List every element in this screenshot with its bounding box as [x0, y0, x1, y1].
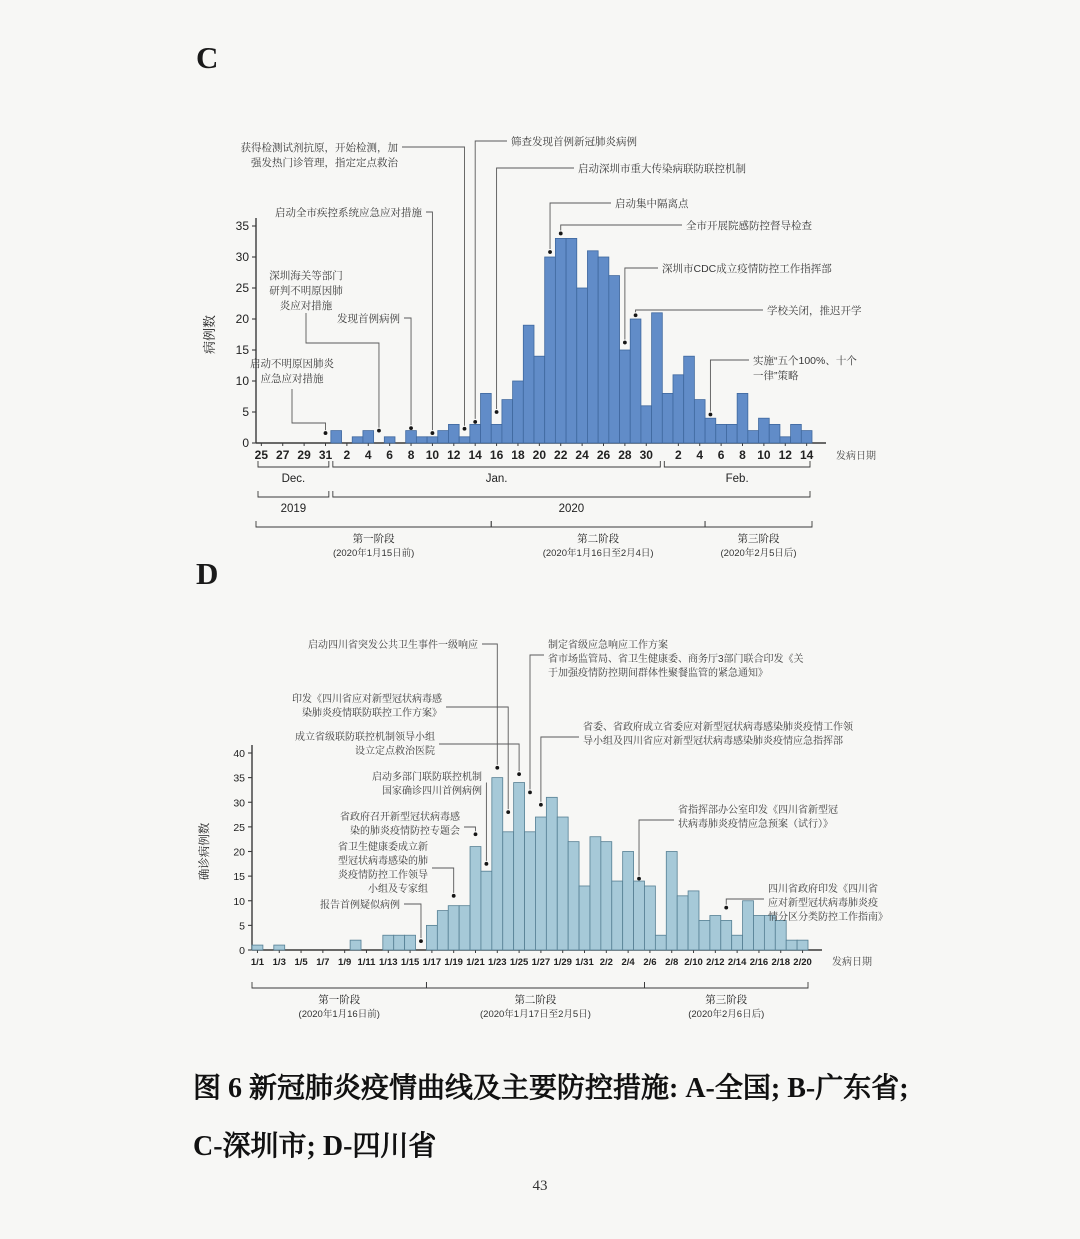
- annotation-text: 印发《四川省应对新型冠状病毒感: [292, 694, 442, 705]
- svg-text:6: 6: [386, 448, 393, 462]
- annotation-text: 设立定点救治医院: [355, 746, 435, 757]
- bar: [438, 431, 449, 443]
- annotation-text: 国家确诊四川首例病例: [382, 786, 482, 797]
- svg-text:1/25: 1/25: [509, 957, 529, 968]
- svg-text:1/21: 1/21: [466, 957, 485, 968]
- svg-text:31: 31: [318, 448, 333, 462]
- bar: [630, 319, 641, 443]
- bar: [568, 842, 579, 950]
- bar: [666, 852, 677, 951]
- svg-text:30: 30: [639, 448, 653, 462]
- bar: [427, 437, 438, 443]
- svg-text:20: 20: [532, 448, 547, 462]
- bar: [612, 881, 623, 950]
- year-bracket: [258, 491, 329, 497]
- bar: [383, 935, 394, 950]
- bar: [514, 783, 525, 950]
- annotation-marker-dot: [463, 427, 467, 431]
- annotation-marker-dot: [324, 431, 328, 435]
- annotation-text: 省卫生健康委成立新: [338, 842, 428, 853]
- svg-text:2: 2: [343, 448, 351, 462]
- bar: [732, 935, 743, 950]
- bar: [673, 375, 684, 443]
- svg-text:20: 20: [235, 312, 249, 326]
- bar: [769, 424, 780, 443]
- bar: [688, 891, 699, 950]
- annotation-text: 深圳市CDC成立疫情防控工作指挥部: [662, 263, 832, 275]
- annotation-text: 制定省级应急响应工作方案: [548, 640, 668, 651]
- svg-text:10: 10: [233, 895, 245, 908]
- bar: [525, 832, 536, 950]
- y-axis-ticks: [236, 219, 256, 450]
- svg-text:1/27: 1/27: [531, 957, 551, 968]
- svg-text:8: 8: [407, 448, 415, 462]
- svg-text:Jan.: Jan.: [485, 473, 508, 485]
- annotation: [250, 357, 334, 435]
- bar: [492, 778, 503, 950]
- bar: [791, 424, 802, 443]
- panel-c-chart: [170, 115, 880, 567]
- annotation-marker-dot: [409, 426, 413, 430]
- annotation-text: 筛查发现首例新冠肺炎病例: [511, 136, 637, 148]
- bar: [470, 424, 481, 443]
- bars: [252, 778, 808, 950]
- bar: [598, 257, 609, 443]
- y-axis-ticks: [233, 748, 252, 957]
- annotation-text: 省政府召开新型冠状病毒感: [340, 812, 460, 823]
- svg-text:1/5: 1/5: [294, 957, 308, 968]
- annotation-marker-dot: [724, 906, 728, 910]
- svg-text:Dec.: Dec.: [281, 473, 306, 485]
- annotation-marker-dot: [431, 431, 435, 435]
- annotation-text: 研判不明原因肺: [269, 285, 343, 297]
- svg-text:2/20: 2/20: [793, 957, 812, 968]
- bar: [416, 437, 427, 443]
- svg-text:2: 2: [675, 448, 682, 462]
- annotation-leader-line: [404, 904, 421, 938]
- annotation-text: 于加强疫情防控期间群体性聚餐监管的紧急通知》: [548, 668, 768, 679]
- annotation-marker-dot: [452, 894, 456, 898]
- annotation-marker-dot: [548, 250, 552, 254]
- annotation-marker-dot: [419, 939, 423, 943]
- stage-bracket: [256, 521, 491, 527]
- bar: [634, 881, 645, 950]
- annotation-marker-dot: [473, 420, 477, 424]
- x-axis-ticks: [255, 443, 876, 462]
- svg-text:1/19: 1/19: [444, 957, 463, 968]
- svg-text:0: 0: [242, 436, 249, 450]
- year-bracket: [333, 491, 810, 497]
- stage-label: 第一阶段: [352, 533, 395, 545]
- bar: [743, 901, 754, 950]
- annotation-text: 强发热门诊管理，指定定点救治: [251, 157, 398, 169]
- bar: [694, 400, 705, 443]
- svg-text:1/29: 1/29: [553, 957, 572, 968]
- svg-text:1/13: 1/13: [379, 957, 398, 968]
- svg-text:27: 27: [276, 448, 290, 462]
- panel-d-label: D: [196, 556, 219, 591]
- bar: [579, 886, 590, 950]
- svg-text:10: 10: [425, 448, 440, 462]
- annotation-text: 获得检测试剂抗原，开始检测，加: [240, 142, 398, 154]
- annotation-text: 情分区分类防控工作指南》: [768, 912, 888, 923]
- bar: [545, 257, 556, 443]
- svg-text:12: 12: [447, 448, 461, 462]
- stage-dates: (2020年2月5日后): [720, 548, 797, 559]
- stage-dates: (2020年1月16日至2月4日): [542, 548, 654, 559]
- annotation-text: 全市开展院感防控督导检查: [686, 220, 812, 232]
- x-axis-ticks: [251, 950, 872, 968]
- annotation-text: 报告首例疑似病例: [320, 900, 400, 911]
- annotation-marker-dot: [559, 232, 563, 236]
- svg-text:2/4: 2/4: [621, 957, 635, 968]
- bar: [699, 920, 710, 950]
- annotation-marker-dot: [377, 429, 381, 433]
- svg-text:26: 26: [596, 448, 611, 462]
- annotation-marker-dot: [709, 413, 713, 417]
- svg-text:18: 18: [511, 448, 525, 462]
- panel-d-chart: [170, 600, 1062, 1062]
- annotation-marker-dot: [634, 313, 638, 317]
- svg-text:5: 5: [239, 920, 245, 933]
- panel-c-label: C: [196, 40, 219, 75]
- stage-dates: (2020年1月15日前): [332, 548, 415, 559]
- bar: [662, 393, 673, 443]
- annotation: [338, 840, 456, 898]
- svg-text:35: 35: [235, 219, 249, 233]
- annotation-leader-line: [404, 318, 411, 425]
- figure-caption: [193, 1072, 933, 1188]
- bar: [448, 906, 459, 950]
- annotation: [340, 810, 477, 837]
- annotation-leader-line: [439, 744, 519, 771]
- bar: [705, 418, 716, 443]
- svg-text:2019: 2019: [280, 503, 307, 515]
- bar: [797, 940, 808, 950]
- svg-text:22: 22: [554, 448, 568, 462]
- svg-text:1/17: 1/17: [422, 957, 442, 968]
- svg-text:25: 25: [233, 821, 245, 834]
- svg-text:1/23: 1/23: [488, 957, 507, 968]
- annotation-leader-line: [306, 313, 379, 428]
- annotation-marker-dot: [495, 766, 499, 770]
- annotation-leader-line: [292, 389, 325, 430]
- caption-line-1: 图 6 新冠肺炎疫情曲线及主要防控措施: A-全国; B-广东省;: [193, 1073, 909, 1104]
- annotation: [295, 730, 521, 776]
- svg-text:2/10: 2/10: [684, 957, 703, 968]
- bar: [587, 251, 598, 443]
- svg-text:6: 6: [717, 448, 725, 462]
- annotation-text: 省市场监管局、省卫生健康委、商务厅3部门联合印发《关: [548, 654, 804, 665]
- svg-text:Feb.: Feb.: [725, 473, 749, 485]
- svg-text:0: 0: [239, 945, 245, 957]
- stage-label: 第三阶段: [737, 533, 780, 545]
- axis-brackets: [258, 461, 810, 515]
- annotation-leader-line: [432, 868, 454, 893]
- bar: [655, 935, 666, 950]
- bar: [577, 288, 588, 443]
- svg-text:2/18: 2/18: [771, 957, 790, 968]
- annotation: [559, 219, 813, 235]
- svg-text:30: 30: [233, 797, 245, 810]
- annotation-text: 应对新型冠状病毒肺炎疫: [768, 898, 878, 909]
- annotation-text: 状病毒肺炎疫情应急预案（试行）》: [678, 819, 833, 830]
- annotation-marker-dot: [484, 862, 488, 866]
- bar: [710, 916, 721, 950]
- y-axis-title: 确诊病例数: [199, 822, 211, 881]
- stage-label: 第二阶段: [514, 994, 557, 1006]
- bar: [780, 437, 791, 443]
- annotation: [709, 354, 858, 416]
- annotation-text: 导小组及四川省应对新型冠状病毒感染肺炎疫情应急指挥部: [583, 736, 843, 747]
- svg-text:30: 30: [235, 250, 249, 264]
- stage-bracket: [705, 521, 812, 527]
- svg-text:5: 5: [242, 405, 249, 419]
- annotation-text: 启动不明原因肺炎: [250, 358, 334, 370]
- bar: [350, 940, 361, 950]
- bar: [684, 356, 695, 443]
- annotation-leader-line: [475, 141, 507, 419]
- annotation-text: 启动深圳市重大传染病联防联控机制: [578, 163, 746, 175]
- stage-label: 第一阶段: [318, 994, 361, 1006]
- bar: [623, 852, 634, 951]
- bar: [252, 945, 263, 950]
- annotation-leader-line: [464, 827, 475, 831]
- bar: [363, 431, 374, 443]
- page-number: 43: [532, 1178, 548, 1194]
- annotation-text: 学校关闭，推迟开学: [767, 305, 862, 317]
- annotation-text: 启动集中隔离点: [615, 198, 689, 210]
- annotation-text: 启动多部门联防联控机制: [372, 772, 482, 783]
- annotation-text: 省委、省政府成立省委应对新型冠状病毒感染肺炎疫情工作领: [583, 722, 853, 733]
- bar: [555, 238, 566, 443]
- svg-text:20: 20: [233, 846, 245, 859]
- bar: [481, 871, 492, 950]
- bar: [721, 920, 732, 950]
- bar: [759, 418, 770, 443]
- annotation: [634, 304, 862, 317]
- annotation: [528, 638, 803, 794]
- annotation-leader-line: [541, 737, 579, 802]
- svg-text:10: 10: [235, 374, 249, 388]
- annotation-text: 型冠状病毒感染的肺: [338, 856, 428, 867]
- svg-text:8: 8: [739, 448, 746, 462]
- svg-text:1/15: 1/15: [400, 957, 420, 968]
- caption-line-2: C-深圳市; D-四川省: [193, 1131, 437, 1162]
- stage-bracket: [491, 521, 705, 527]
- bar: [641, 406, 652, 443]
- svg-text:29: 29: [297, 448, 311, 462]
- stage-dates: (2020年2月6日后): [688, 1009, 765, 1020]
- annotation-marker-dot: [517, 772, 521, 776]
- bar: [677, 896, 688, 950]
- annotation: [539, 720, 854, 807]
- bar: [394, 935, 405, 950]
- annotation-marker-dot: [528, 791, 532, 795]
- svg-text:2/2: 2/2: [599, 957, 613, 968]
- bar: [609, 276, 620, 443]
- annotation-marker-dot: [637, 877, 641, 881]
- bar: [726, 424, 737, 443]
- annotation-text: 染的肺炎疫情防控专题会: [350, 826, 460, 837]
- svg-text:2/12: 2/12: [706, 957, 725, 968]
- bar: [437, 911, 448, 950]
- svg-text:14: 14: [799, 448, 814, 462]
- x-axis-title: 发病日期: [832, 957, 873, 968]
- bar: [716, 424, 727, 443]
- bar: [459, 437, 470, 443]
- svg-text:25: 25: [254, 448, 269, 462]
- stage-dates: (2020年1月16日前): [298, 1009, 380, 1020]
- annotation-marker-dot: [623, 341, 627, 345]
- bar: [426, 925, 437, 950]
- stage-bracket: [252, 982, 426, 988]
- svg-text:10: 10: [757, 448, 771, 462]
- annotation-text: 小组及专家组: [368, 884, 428, 895]
- annotation-text: 启动四川省突发公共卫生事件一级响应: [308, 640, 478, 651]
- annotation-leader-line: [482, 644, 497, 765]
- svg-text:1/7: 1/7: [316, 957, 330, 968]
- bar: [566, 238, 577, 443]
- bar: [590, 837, 601, 950]
- annotation-text: 实施“五个100%、十个: [753, 355, 857, 367]
- bar: [535, 817, 546, 950]
- svg-text:1/11: 1/11: [357, 957, 376, 968]
- annotation-leader-line: [426, 212, 432, 430]
- annotation-leader-line: [636, 310, 763, 312]
- bar: [620, 350, 631, 443]
- bar: [406, 431, 417, 443]
- annotation: [337, 312, 413, 430]
- stage-bracket: [644, 982, 808, 988]
- svg-text:4: 4: [364, 448, 372, 462]
- svg-text:25: 25: [235, 281, 249, 295]
- annotation-text: 省指挥部办公室印发《四川省新型冠: [678, 805, 838, 816]
- annotation-text: 应急应对措施: [260, 373, 324, 385]
- annotation-text: 成立省级联防联控机制领导小组: [295, 732, 435, 743]
- svg-text:1/9: 1/9: [338, 957, 352, 968]
- svg-text:40: 40: [233, 748, 245, 760]
- x-axis-title: 发病日期: [835, 451, 876, 462]
- bar: [503, 832, 514, 950]
- svg-text:24: 24: [575, 448, 589, 462]
- bar: [652, 313, 663, 443]
- bar: [546, 797, 557, 950]
- annotation-text: 启动全市疾控系统应急应对措施: [275, 207, 422, 219]
- svg-text:2/16: 2/16: [749, 957, 769, 968]
- stage-label: 第三阶段: [705, 994, 748, 1006]
- bar: [470, 847, 481, 950]
- annotation-marker-dot: [506, 810, 510, 814]
- bar: [737, 393, 748, 443]
- bar: [601, 842, 612, 950]
- bar: [481, 393, 492, 443]
- svg-text:1/1: 1/1: [250, 957, 265, 968]
- annotation-text: 炎应对措施: [279, 300, 333, 312]
- svg-text:1/3: 1/3: [272, 957, 286, 968]
- svg-text:2/6: 2/6: [643, 957, 657, 968]
- bar: [459, 906, 470, 950]
- bar: [523, 325, 534, 443]
- bar: [384, 437, 395, 443]
- svg-text:15: 15: [233, 871, 245, 884]
- annotation-leader-line: [530, 655, 544, 789]
- stage-label: 第二阶段: [577, 533, 620, 545]
- svg-text:2/8: 2/8: [665, 957, 679, 968]
- stage-dates: (2020年1月17日至2月5日): [480, 1009, 591, 1020]
- annotation-text: 染肺炎疫情联防联控工作方案》: [302, 708, 442, 719]
- bar: [557, 817, 568, 950]
- svg-text:28: 28: [618, 448, 632, 462]
- bar: [274, 945, 285, 950]
- svg-text:15: 15: [235, 343, 249, 357]
- annotation-text: 深圳海关等部门: [269, 270, 343, 282]
- bar: [801, 431, 812, 443]
- stage-brackets: [252, 982, 808, 1020]
- bar: [513, 381, 524, 443]
- svg-text:12: 12: [778, 448, 792, 462]
- annotation-text: 一律”策略: [753, 370, 799, 382]
- svg-text:35: 35: [233, 772, 245, 785]
- stage-brackets: [256, 521, 812, 559]
- annotation-marker-dot: [495, 410, 499, 414]
- bar: [786, 940, 797, 950]
- svg-text:14: 14: [468, 448, 482, 462]
- bar: [405, 935, 416, 950]
- bar: [644, 886, 655, 950]
- annotation-marker-dot: [474, 832, 478, 836]
- y-axis-title: 病例数: [202, 314, 217, 355]
- annotation-marker-dot: [539, 803, 543, 807]
- bar: [331, 431, 342, 443]
- annotation-text: 炎疫情防控工作领导: [338, 870, 428, 881]
- annotation-text: 发现首例病例: [337, 313, 400, 325]
- annotation: [269, 269, 381, 433]
- bar: [352, 437, 363, 443]
- bar: [534, 356, 545, 443]
- bar: [491, 424, 502, 443]
- svg-text:4: 4: [696, 448, 704, 462]
- stage-bracket: [426, 982, 644, 988]
- bar: [775, 920, 786, 950]
- bar: [502, 400, 513, 443]
- bar: [753, 916, 764, 950]
- svg-text:2020: 2020: [558, 503, 585, 515]
- annotation-text: 四川省政府印发《四川省: [768, 884, 878, 895]
- svg-text:1/31: 1/31: [575, 957, 594, 968]
- svg-text:16: 16: [489, 448, 504, 462]
- annotation-leader-line: [561, 225, 682, 230]
- bar: [448, 424, 459, 443]
- svg-text:2/14: 2/14: [727, 957, 747, 968]
- bar: [748, 431, 759, 443]
